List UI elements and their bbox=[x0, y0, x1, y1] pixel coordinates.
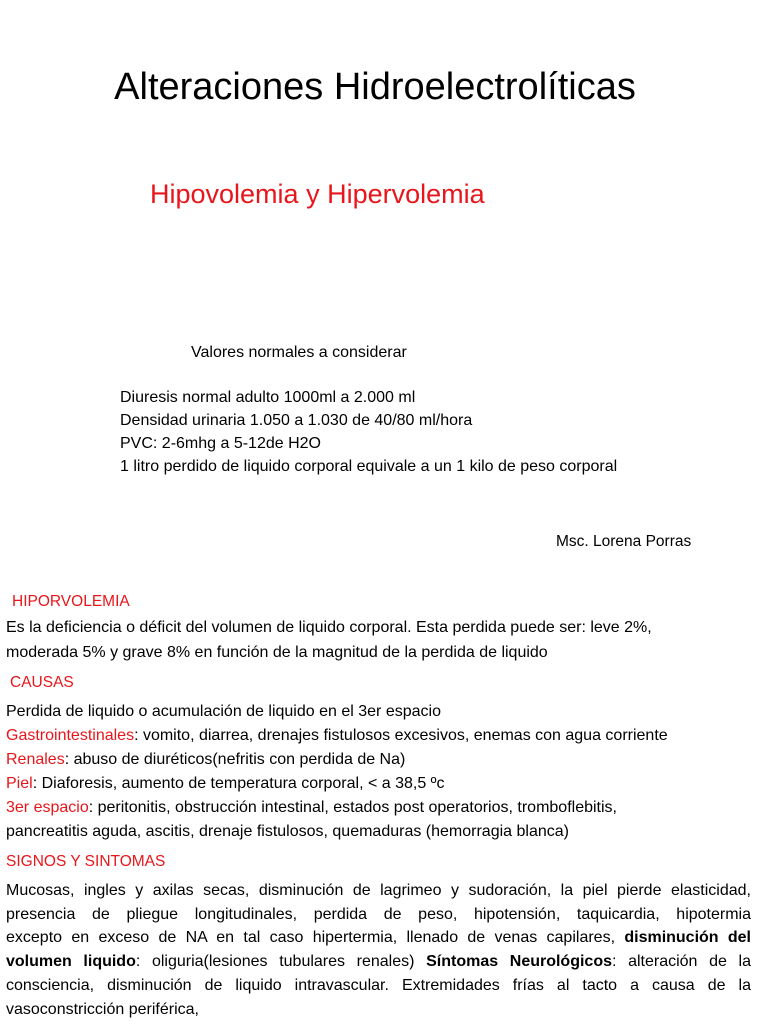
cause-continuation: pancreatitis aguda, ascitis, drenaje fistulosos, quemaduras (hemorragia blanca) bbox=[6, 823, 569, 840]
hipovolemia-heading: HIPORVOLEMIA bbox=[12, 593, 130, 610]
page-title: Alteraciones Hidroelectrolíticas bbox=[114, 66, 636, 108]
signos-heading: SIGNOS Y SINTOMAS bbox=[6, 853, 166, 870]
causas-intro: Perdida de liquido o acumulación de liquido en el 3er espacio bbox=[6, 703, 441, 720]
signos-line: Mucosas, ingles y axilas secas, disminución de lagrimeo y sudoración, la piel pierde elasticidad, bbox=[6, 882, 751, 899]
normal-value-item: Diuresis normal adulto 1000ml a 2.000 ml bbox=[120, 389, 416, 406]
cause-label: Gastrointestinales bbox=[6, 727, 135, 744]
cause-separator: : bbox=[134, 727, 143, 744]
definition-line: Es la deficiencia o déficit del volumen de liquido corporal. Esta perdida puede ser: leve 2%, bbox=[6, 619, 652, 636]
cause-label: 3er espacio bbox=[6, 799, 89, 816]
definition-line: moderada 5% y grave 8% en función de la magnitud de la perdida de liquido bbox=[6, 644, 548, 661]
author-credit: Msc. Lorena Porras bbox=[556, 533, 692, 550]
normal-value-item: 1 litro perdido de liquido corporal equivale a un 1 kilo de peso corporal bbox=[120, 458, 618, 475]
causas-heading: CAUSAS bbox=[10, 674, 74, 691]
cause-separator: : bbox=[64, 751, 74, 768]
normal-values-list bbox=[120, 386, 617, 478]
cause-separator: : bbox=[88, 799, 98, 816]
signos-line: vasoconstricción periférica, bbox=[6, 1000, 199, 1018]
signos-emphasis: volumen liquido bbox=[6, 953, 136, 971]
cause-separator: : bbox=[32, 775, 42, 792]
cause-text: peritonitis, obstrucción intestinal, estados post operatorios, tromboflebitis, bbox=[97, 799, 617, 816]
signos-text: excepto en exceso de NA en tal caso hipertermia, llenado de venas capilares, bbox=[6, 929, 625, 947]
cause-label: Renales bbox=[6, 751, 65, 768]
normal-value-item: PVC: 2-6mhg a 5-12de H2O bbox=[120, 435, 321, 452]
cause-item bbox=[6, 796, 668, 820]
signos-paragraph bbox=[6, 879, 751, 1021]
signos-text: : oliguria(lesiones tubulares renales) bbox=[135, 953, 427, 971]
normal-value-item: Densidad urinaria 1.050 a 1.030 de 40/80 ml/hora bbox=[120, 412, 473, 429]
cause-label: Piel bbox=[6, 775, 33, 792]
page-subtitle: Hipovolemia y Hipervolemia bbox=[150, 179, 485, 209]
cause-text: abuso de diuréticos(nefritis con perdida de Na) bbox=[73, 751, 406, 768]
cause-text: Diaforesis, aumento de temperatura corporal, < a 38,5 ºc bbox=[41, 775, 445, 792]
causas-list bbox=[6, 700, 668, 844]
cause-item bbox=[6, 772, 668, 796]
signos-line bbox=[6, 926, 751, 950]
signos-line: consciencia, disminución de liquido intravascular. Extremidades frías al tacto a causa de la bbox=[6, 976, 751, 994]
cause-text: vomito, diarrea, drenajes fistulosos excesivos, enemas con agua corriente bbox=[142, 727, 668, 744]
hipovolemia-definition bbox=[6, 615, 652, 665]
signos-line bbox=[6, 950, 751, 974]
normal-values-heading: Valores normales a considerar bbox=[191, 344, 407, 361]
signos-text: : alteración de la bbox=[612, 953, 751, 971]
cause-item bbox=[6, 748, 668, 772]
cause-item bbox=[6, 724, 668, 748]
signos-emphasis: Síntomas Neurológicos bbox=[426, 953, 612, 971]
signos-emphasis: disminución del bbox=[624, 929, 752, 947]
signos-line: presencia de pliegue longitudinales, perdida de peso, hipotensión, taquicardia, hipotermia bbox=[6, 905, 751, 923]
